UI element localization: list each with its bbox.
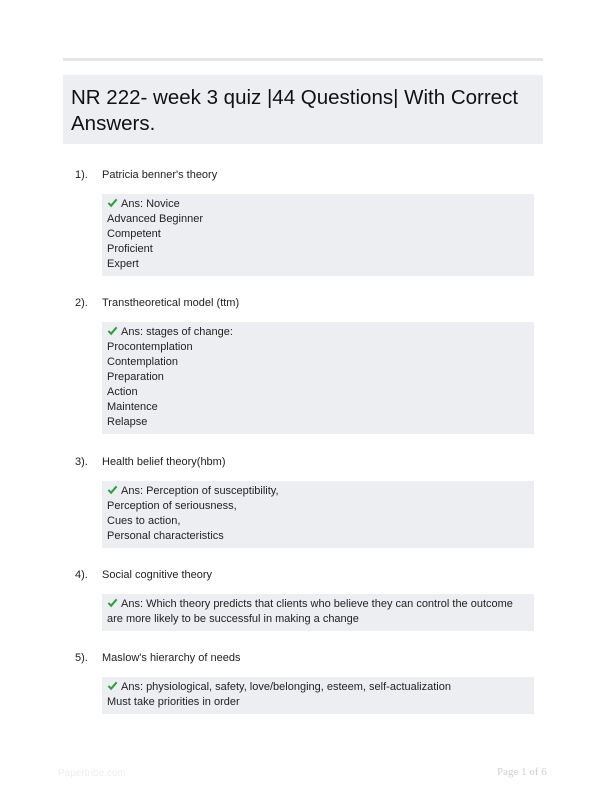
answer-box bbox=[102, 677, 534, 714]
check-icon bbox=[107, 197, 118, 208]
document-title: NR 222- week 3 quiz |44 Questions| With Correct Answers. bbox=[71, 86, 519, 135]
check-icon bbox=[107, 484, 118, 495]
question-number: 4). bbox=[75, 569, 88, 581]
question-text: Maslow's hierarchy of needs bbox=[102, 652, 241, 664]
question-number: 1). bbox=[75, 169, 88, 181]
answer-line: Ans: physiological, safety, love/belonging, esteem, self-actualization bbox=[107, 680, 529, 695]
footer-watermark: Papertribe.com bbox=[58, 768, 126, 779]
answer-line: Relapse bbox=[107, 416, 148, 428]
answer-box bbox=[102, 322, 534, 434]
answer-line: Ans: Perception of susceptibility, bbox=[107, 484, 529, 499]
answer-line: Contemplation bbox=[107, 356, 178, 368]
answer-line: Ans: Novice bbox=[107, 197, 529, 212]
check-icon bbox=[107, 680, 118, 691]
answer-line: Ans: Which theory predicts that clients who believe they can control the outcome are more likely to be successful in making a change bbox=[107, 598, 513, 625]
answer-line: Expert bbox=[107, 258, 139, 270]
answer-box bbox=[102, 481, 534, 548]
answer-line: Cues to action, bbox=[107, 515, 181, 527]
answer-line: Procontemplation bbox=[107, 341, 193, 353]
check-icon bbox=[107, 325, 118, 336]
answer-line: Perception of seriousness, bbox=[107, 500, 237, 512]
answer-line: Must take priorities in order bbox=[107, 696, 240, 708]
answer-line: Advanced Beginner bbox=[107, 213, 204, 225]
page-indicator: Page 1 of 6 bbox=[497, 766, 547, 778]
answer-line: Action bbox=[107, 386, 138, 398]
answer-line: Personal characteristics bbox=[107, 530, 224, 542]
top-divider bbox=[63, 58, 543, 61]
question-number: 2). bbox=[75, 297, 88, 309]
check-icon bbox=[107, 597, 118, 608]
question-number: 5). bbox=[75, 652, 88, 664]
question-text: Patricia benner's theory bbox=[102, 169, 218, 181]
question-text: Health belief theory(hbm) bbox=[102, 456, 226, 468]
answer-box bbox=[102, 594, 534, 631]
answer-line: Ans: stages of change: bbox=[107, 325, 529, 340]
answer-line: Maintence bbox=[107, 401, 158, 413]
answer-line: Competent bbox=[107, 228, 161, 240]
answer-line: Preparation bbox=[107, 371, 164, 383]
question-number: 3). bbox=[75, 456, 88, 468]
title-box bbox=[63, 75, 543, 144]
answer-box bbox=[102, 194, 534, 276]
question-text: Social cognitive theory bbox=[102, 569, 213, 581]
question-text: Transtheoretical model (ttm) bbox=[102, 297, 240, 309]
answer-line: Proficient bbox=[107, 243, 153, 255]
